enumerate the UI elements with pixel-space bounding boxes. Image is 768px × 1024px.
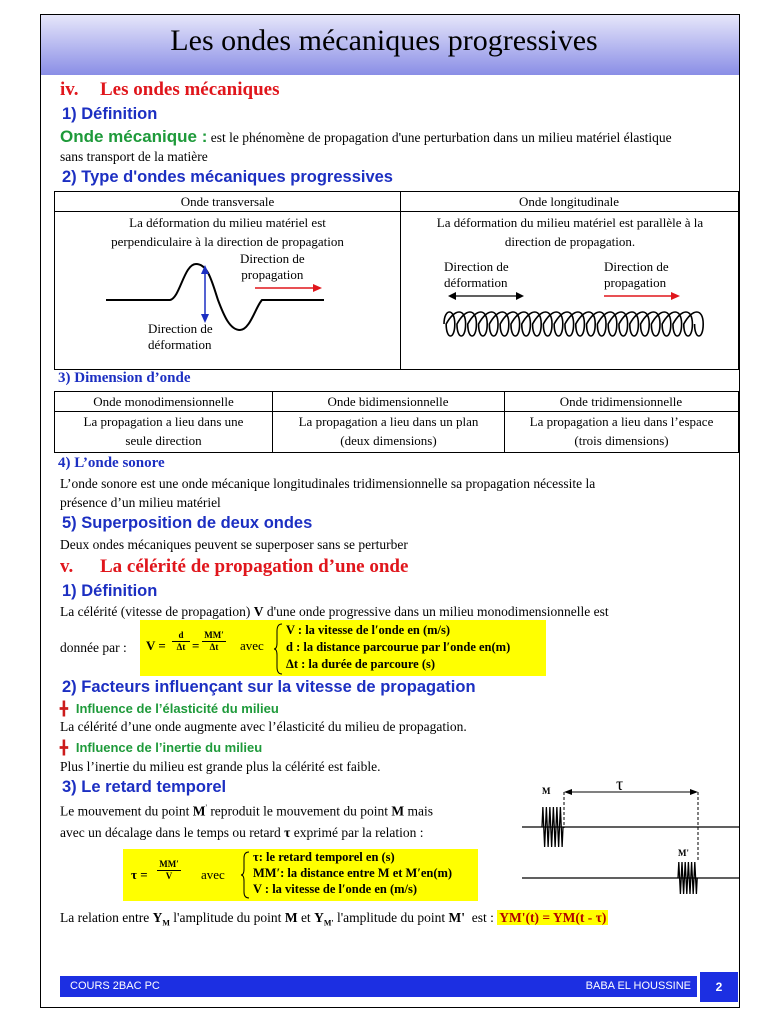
fig-tau-label: τ <box>616 774 624 794</box>
l-def-arrow-left <box>448 292 456 300</box>
fig-Mp-label: M' <box>678 848 689 858</box>
rel-e: est : <box>471 910 494 925</box>
celerite-line1b: d'une onde progressive dans un milieu monodimensionnelle est <box>266 604 609 619</box>
retard-legend <box>253 849 452 897</box>
dim-header-1: Onde monodimensionnelle <box>55 392 273 412</box>
celerite-eq2: = <box>192 638 200 653</box>
dim-cell-2 <box>273 412 504 450</box>
definition-line1 <box>60 127 672 148</box>
retard-frac-num: MM′ <box>157 859 181 871</box>
retard-M1: M <box>192 803 206 819</box>
retard-frac-den: V <box>165 871 173 881</box>
fig-pulse-M <box>542 807 563 847</box>
dim-cell-1a: La propagation a lieu dans une <box>83 414 244 429</box>
definition-heading: 1) Définition <box>62 105 158 123</box>
rel-d: l'amplitude du point <box>336 910 446 925</box>
celerite-frac2 <box>202 630 226 653</box>
celerite-legend <box>286 622 510 673</box>
page-number: 2 <box>700 972 738 1002</box>
footer-right: BABA EL HOUSSINE <box>585 980 691 992</box>
rel-Y2: Y <box>314 910 324 925</box>
frac1-den: Δt <box>176 642 186 652</box>
retard-leg3: V : la vitesse de l′onde en (m/s) <box>253 882 418 896</box>
l-def1: Direction de <box>444 259 509 274</box>
definition-term: Onde mécanique : <box>60 127 208 146</box>
retard-line2b: exprimé par la relation : <box>293 825 424 840</box>
footer-left: COURS 2BAC PC <box>70 980 160 992</box>
celerite-frac1 <box>172 630 190 653</box>
celerite-V: V <box>253 604 264 619</box>
dim-header-2: Onde bidimensionnelle <box>272 392 505 412</box>
rel-sub-M: M <box>162 918 170 928</box>
fig-M-label: M <box>542 786 551 796</box>
dim-cell-1b: seule direction <box>125 433 202 448</box>
retard-line1a: Le mouvement du point <box>60 803 190 819</box>
fig-tau-arrow-left <box>564 789 572 795</box>
retard-line2 <box>60 823 423 843</box>
dim-cell-3 <box>505 412 738 450</box>
celerite-donne: donnée par : <box>60 640 127 655</box>
bullet-icon: ╋ <box>60 740 68 755</box>
section-v-title: La célérité de propagation d’une onde <box>100 556 409 577</box>
rel-Y1: Y <box>152 910 163 925</box>
facteurs-b1: Influence de l’élasticité du milieu <box>75 701 279 716</box>
facteurs-bullet2 <box>60 740 262 756</box>
retard-brace <box>241 851 251 899</box>
frac2-den: Δt <box>209 642 219 652</box>
retard-figure <box>518 772 740 902</box>
facteurs-b2-text: Plus l’inertie du milieu est grande plus la célérité est faible. <box>60 759 381 774</box>
superposition-text: Deux ondes mécaniques peuvent se superposer sans se perturber <box>60 537 408 552</box>
dim-header-3: Onde tridimensionnelle <box>504 392 738 412</box>
retard-formula-lhs: τ = <box>131 867 148 882</box>
types-desc2a: La déformation du milieu matériel est parallèle à la <box>436 215 704 230</box>
section-iv-number: iv. <box>60 79 79 100</box>
retard-leg2: MM′: la distance entre M et M′en(m) <box>253 866 453 880</box>
retard-leg1: τ: le retard temporel en (s) <box>253 850 395 864</box>
definition-text1: est le phénomène de propagation d'une perturbation dans un milieu matériel élastique <box>210 130 672 145</box>
types-desc1b: perpendiculaire à la direction de propagation <box>111 234 344 249</box>
footer-bar <box>60 976 697 997</box>
dim-cell-2a: La propagation a lieu dans un plan <box>298 414 479 429</box>
retard-tau: τ <box>284 825 291 840</box>
relation-line <box>60 908 608 934</box>
dimension-heading: 3) Dimension d’onde <box>58 370 191 386</box>
celerite-formula-lhs: V = <box>146 638 166 653</box>
longitudinal-wave-figure <box>440 286 730 356</box>
dim-cell-1 <box>55 412 272 450</box>
types-desc2 <box>401 213 739 251</box>
facteurs-b1-text: La célérité d’une onde augmente avec l’élasticité du milieu de propagation. <box>60 719 467 734</box>
dimension-table <box>54 391 739 453</box>
types-desc1a: La déformation du milieu matériel est <box>129 215 326 230</box>
retard-avec: avec <box>201 867 225 882</box>
facteurs-b2: Influence de l’inertie du milieu <box>75 740 263 755</box>
types-col1-header: Onde transversale <box>55 192 401 212</box>
celerite-leg1: V : la vitesse de l′onde en (m/s) <box>286 623 451 637</box>
celerite-formula-box <box>140 620 546 676</box>
retard-frac <box>157 859 181 882</box>
dim-cell-2b: (deux dimensions) <box>340 433 437 448</box>
fig-tau-arrow-right <box>690 789 698 795</box>
types-heading: 2) Type d'ondes mécaniques progressives <box>62 168 393 186</box>
fig-pulse-Mp <box>678 862 697 894</box>
rel-a: La relation entre <box>60 910 150 925</box>
types-col2-header: Onde longitudinale <box>400 192 738 212</box>
sonore-heading: 4) L’onde sonore <box>58 455 165 471</box>
page-title: Les ondes mécaniques progressives <box>170 24 598 57</box>
dim-cell-3b: (trois dimensions) <box>574 433 669 448</box>
rel-M: M <box>284 910 298 925</box>
l-def2: déformation <box>444 275 508 290</box>
frac1-num: d <box>172 630 190 642</box>
l-def-arrow-right <box>516 292 524 300</box>
superposition-heading: 5) Superposition de deux ondes <box>62 514 313 532</box>
retard-line1c: mais <box>407 803 434 819</box>
t-prop1: Direction de <box>240 251 305 266</box>
t-def2: déformation <box>148 337 212 352</box>
definition-text2: sans transport de la matière <box>60 149 208 164</box>
celerite-leg2: d : la distance parcourue par l′onde en(m) <box>286 640 511 654</box>
celerite-brace <box>274 623 284 675</box>
rel-c: et <box>300 910 311 925</box>
section-iv-heading <box>60 79 279 101</box>
section-v-number: v. <box>60 556 74 577</box>
spring-coil <box>444 312 703 336</box>
sonore-line1: L’onde sonore est une onde mécanique longitudinales tridimensionnelle sa propagation nécessite la <box>60 476 596 491</box>
celerite-def-heading: 1) Définition <box>62 582 158 600</box>
celerite-leg3: Δt : la durée de parcoure (s) <box>286 657 436 671</box>
t-def1: Direction de <box>148 321 213 336</box>
retard-line1: Le mouvement du point M' reproduit le mouvement du point M mais <box>60 803 434 819</box>
section-v-heading <box>60 556 408 578</box>
frac2-num: MM′ <box>202 630 226 642</box>
retard-M2: M <box>391 803 405 819</box>
retard-heading: 3) Le retard temporel <box>62 778 227 796</box>
l-prop-arrow-head <box>671 292 680 300</box>
retard-formula-box <box>123 849 478 901</box>
facteurs-bullet1 <box>60 701 279 717</box>
types-desc1 <box>55 213 400 251</box>
retard-line2a: avec un décalage dans le temps ou retard <box>60 825 281 840</box>
rel-formula: YM'(t) = YM(t - τ) <box>499 910 607 925</box>
l-prop2: propagation <box>604 275 667 290</box>
propagation-arrow-head <box>313 284 322 292</box>
dim-cell-3a: La propagation a lieu dans l’espace <box>529 414 714 429</box>
section-iv-title: Les ondes mécaniques <box>100 79 280 100</box>
t-prop2: propagation <box>241 267 304 282</box>
bullet-icon: ╋ <box>60 701 68 716</box>
facteurs-heading: 2) Facteurs influençant sur la vitesse de propagation <box>62 678 476 696</box>
transverse-propagation-label <box>240 251 305 283</box>
l-prop1: Direction de <box>604 259 669 274</box>
transverse-deformation-label <box>148 321 213 353</box>
types-desc2b: direction de propagation. <box>504 234 636 249</box>
retard-line1b: reproduit le mouvement du point <box>210 803 389 819</box>
rel-b: l'amplitude du point <box>173 910 282 925</box>
sonore-line2: présence d’un milieu matériel <box>60 495 221 510</box>
celerite-line1 <box>60 602 609 622</box>
celerite-line1a: La célérité (vitesse de propagation) <box>60 604 251 619</box>
rel-Mp: M' <box>448 910 466 925</box>
rel-sub-Mp: M' <box>323 918 334 928</box>
celerite-avec: avec <box>240 638 264 653</box>
